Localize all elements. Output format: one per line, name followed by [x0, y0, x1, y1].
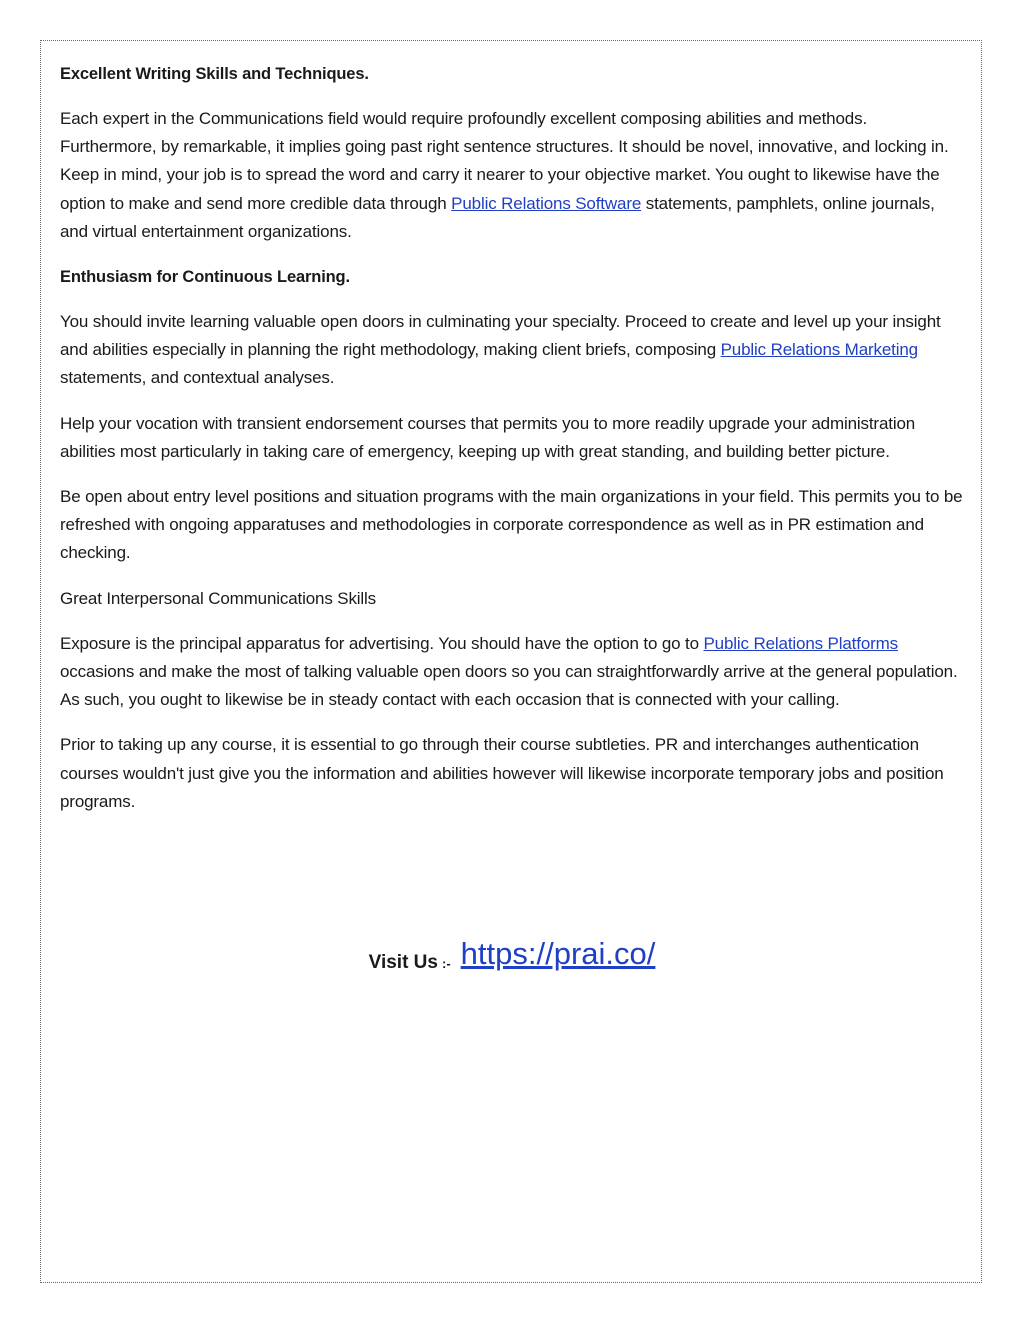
link-public-relations-software[interactable]: Public Relations Software	[451, 193, 642, 213]
paragraph-text: statements, pamphlets, online journals, and virtual entertainment organizations.	[60, 193, 935, 241]
paragraph-text: Exposure is the principal apparatus for advertising. You should have the option to go to	[60, 633, 704, 653]
paragraph-interpersonal-1	[60, 630, 965, 715]
paragraph-writing-skills	[60, 105, 965, 246]
link-public-relations-marketing[interactable]: Public Relations Marketing	[720, 340, 918, 360]
paragraph-text: occasions and make the most of talking valuable open doors so you can straightforwardly arrive at the general population. As such, you ought to likewise be in steady contact with each occasion that is connected with your calling.	[60, 662, 958, 710]
paragraph-interpersonal-2: Prior to taking up any course, it is essential to go through their course subtleties. PR and interchanges authentication courses wouldn't just give you the information and abilities however will likewise incorporate temporary jobs and position programs.	[60, 735, 944, 811]
paragraph-text: statements, and contextual analyses.	[60, 368, 335, 388]
website-link[interactable]: https://prai.co/	[460, 936, 656, 971]
paragraph-text: You should invite learning valuable open doors in culminating your specialty. Proceed to create and level up your insight and abilities especially in planning the right methodology, making client briefs, composing	[60, 312, 941, 360]
paragraph-continuous-learning-1	[60, 308, 965, 393]
visit-us-label: Visit Us	[368, 952, 438, 973]
section-heading-writing-skills: Excellent Writing Skills and Techniques.	[60, 65, 369, 83]
visit-us-separator: :-	[441, 956, 451, 971]
link-public-relations-platforms[interactable]: Public Relations Platforms	[703, 633, 898, 653]
paragraph-text: Each expert in the Communications field would require profoundly excellent composing abilities and methods. Furthermore, by remarkable, it implies going past right sentence structures. It should be novel, innovative, and locking in. Keep in mind, your job is to spread the word and carry it nearer to your objective market. You ought to likewise have the option to make and send more credible data through	[60, 109, 949, 213]
section-heading-interpersonal-skills: Great Interpersonal Communications Skills	[60, 588, 377, 608]
visit-us-row	[0, 936, 1024, 976]
document-body	[60, 60, 965, 833]
paragraph-continuous-learning-2: Help your vocation with transient endorsement courses that permits you to more readily upgrade your administration abilities most particularly in taking care of emergency, keeping up with great standing, and building better picture.	[60, 413, 916, 461]
paragraph-continuous-learning-3: Be open about entry level positions and situation programs with the main organizations in your field. This permits you to be refreshed with ongoing apparatuses and methodologies in corporate correspondence as well as in PR estimation and checking.	[60, 487, 963, 563]
section-heading-continuous-learning: Enthusiasm for Continuous Learning.	[60, 268, 350, 287]
